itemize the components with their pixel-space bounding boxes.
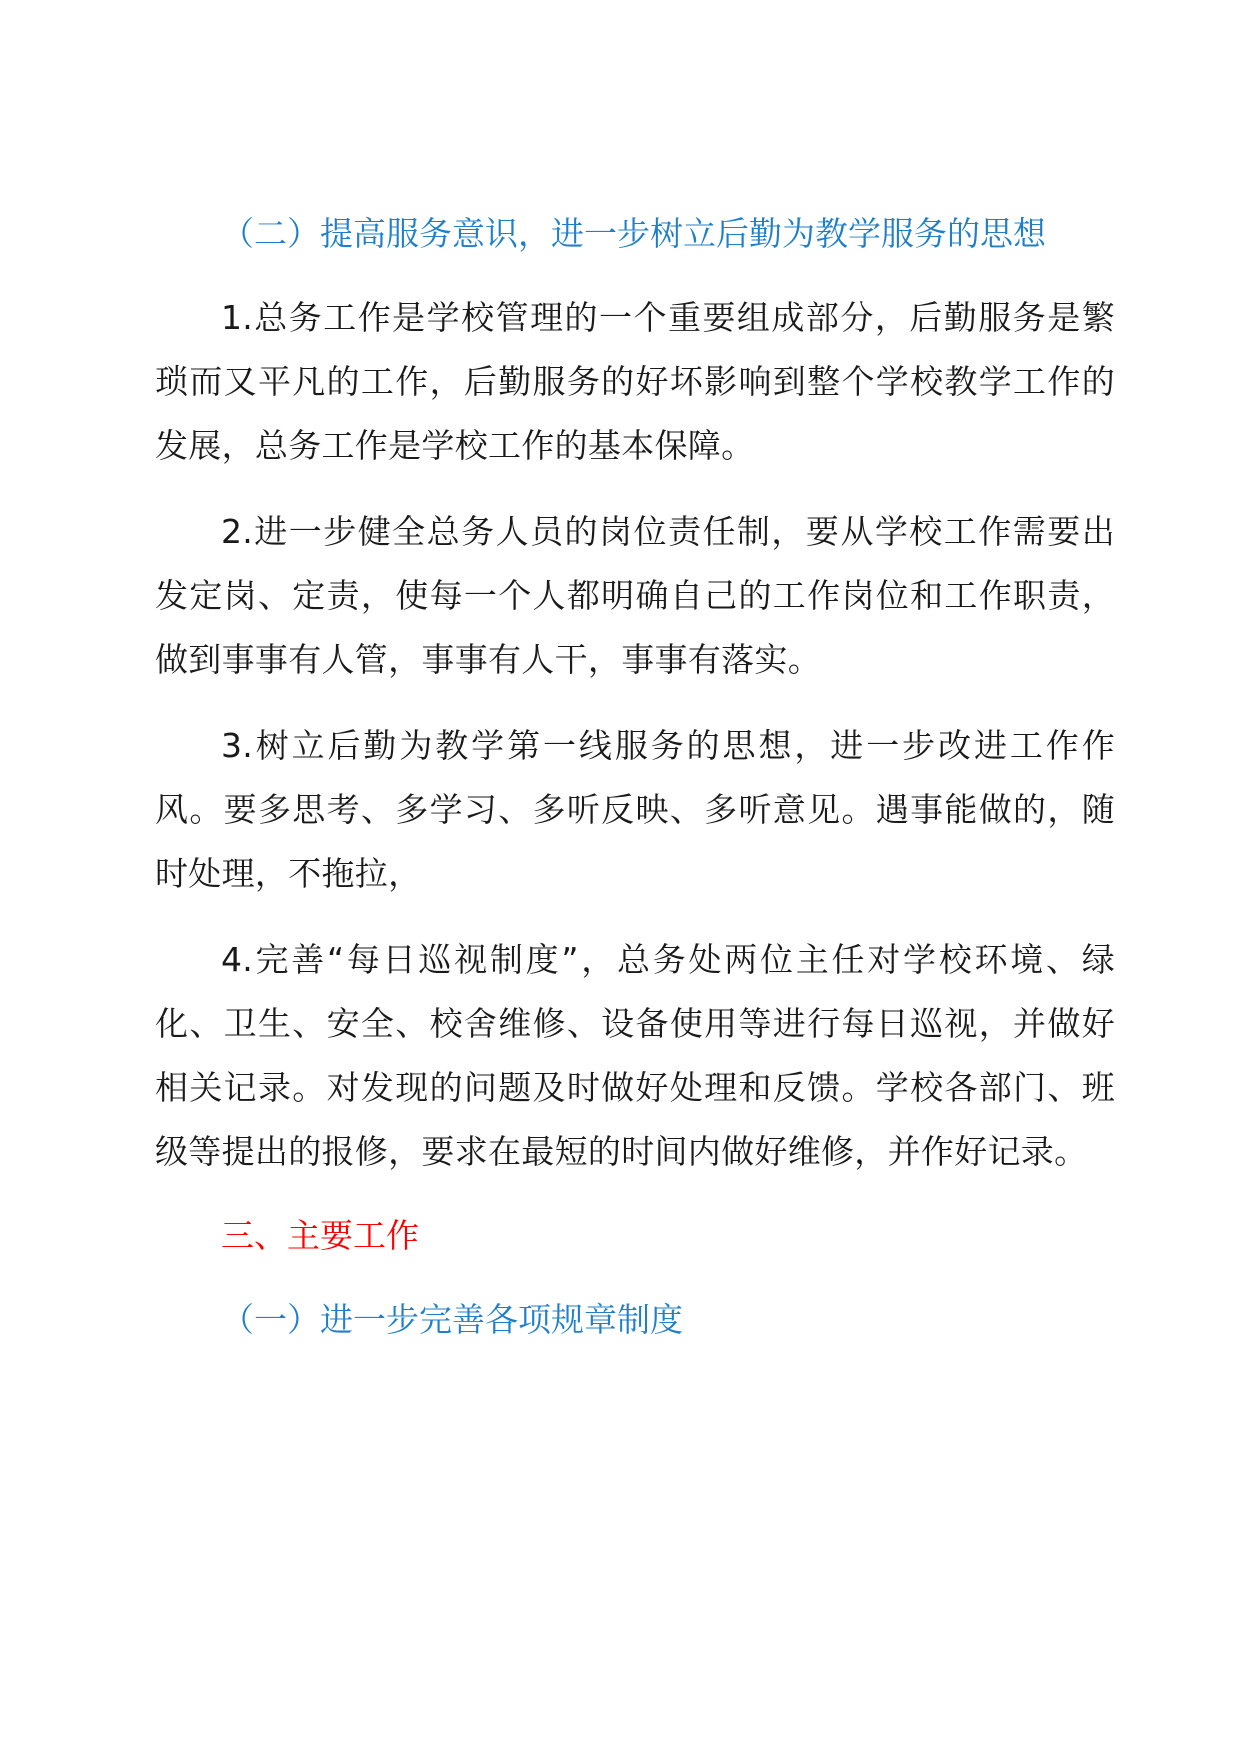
section-heading-1: （一）进一步完善各项规章制度 (221, 1300, 683, 1339)
paragraph-4: 4.完善“每日巡视制度”，总务处两位主任对学校环境、绿化、卫生、安全、校舍维修、设备使用等进行每日巡视，并做好相关记录。对发现的问题及时做好处理和反馈。学校各部门、班级等提出的报修，要求在最短的时间内做好维修，并作好记录。 (155, 940, 1115, 1171)
part-heading-3: 三、主要工作 (221, 1216, 419, 1255)
paragraph-2: 2.进一步健全总务人员的岗位责任制，要从学校工作需要出发定岗、定责，使每一个人都明确自己的工作岗位和工作职责，做到事事有人管，事事有人干，事事有落实。 (155, 512, 1115, 679)
document-body (155, 202, 1115, 1352)
section-heading-2: （二）提高服务意识，进一步树立后勤为教学服务的思想 (221, 214, 1046, 253)
paragraph-1: 1.总务工作是学校管理的一个重要组成部分，后勤服务是繁琐而又平凡的工作，后勤服务的好坏影响到整个学校教学工作的发展，总务工作是学校工作的基本保障。 (155, 298, 1115, 465)
paragraph-3: 3.树立后勤为教学第一线服务的思想，进一步改进工作作风。要多思考、多学习、多听反映、多听意见。遇事能做的，随时处理，不拖拉， (155, 726, 1115, 893)
